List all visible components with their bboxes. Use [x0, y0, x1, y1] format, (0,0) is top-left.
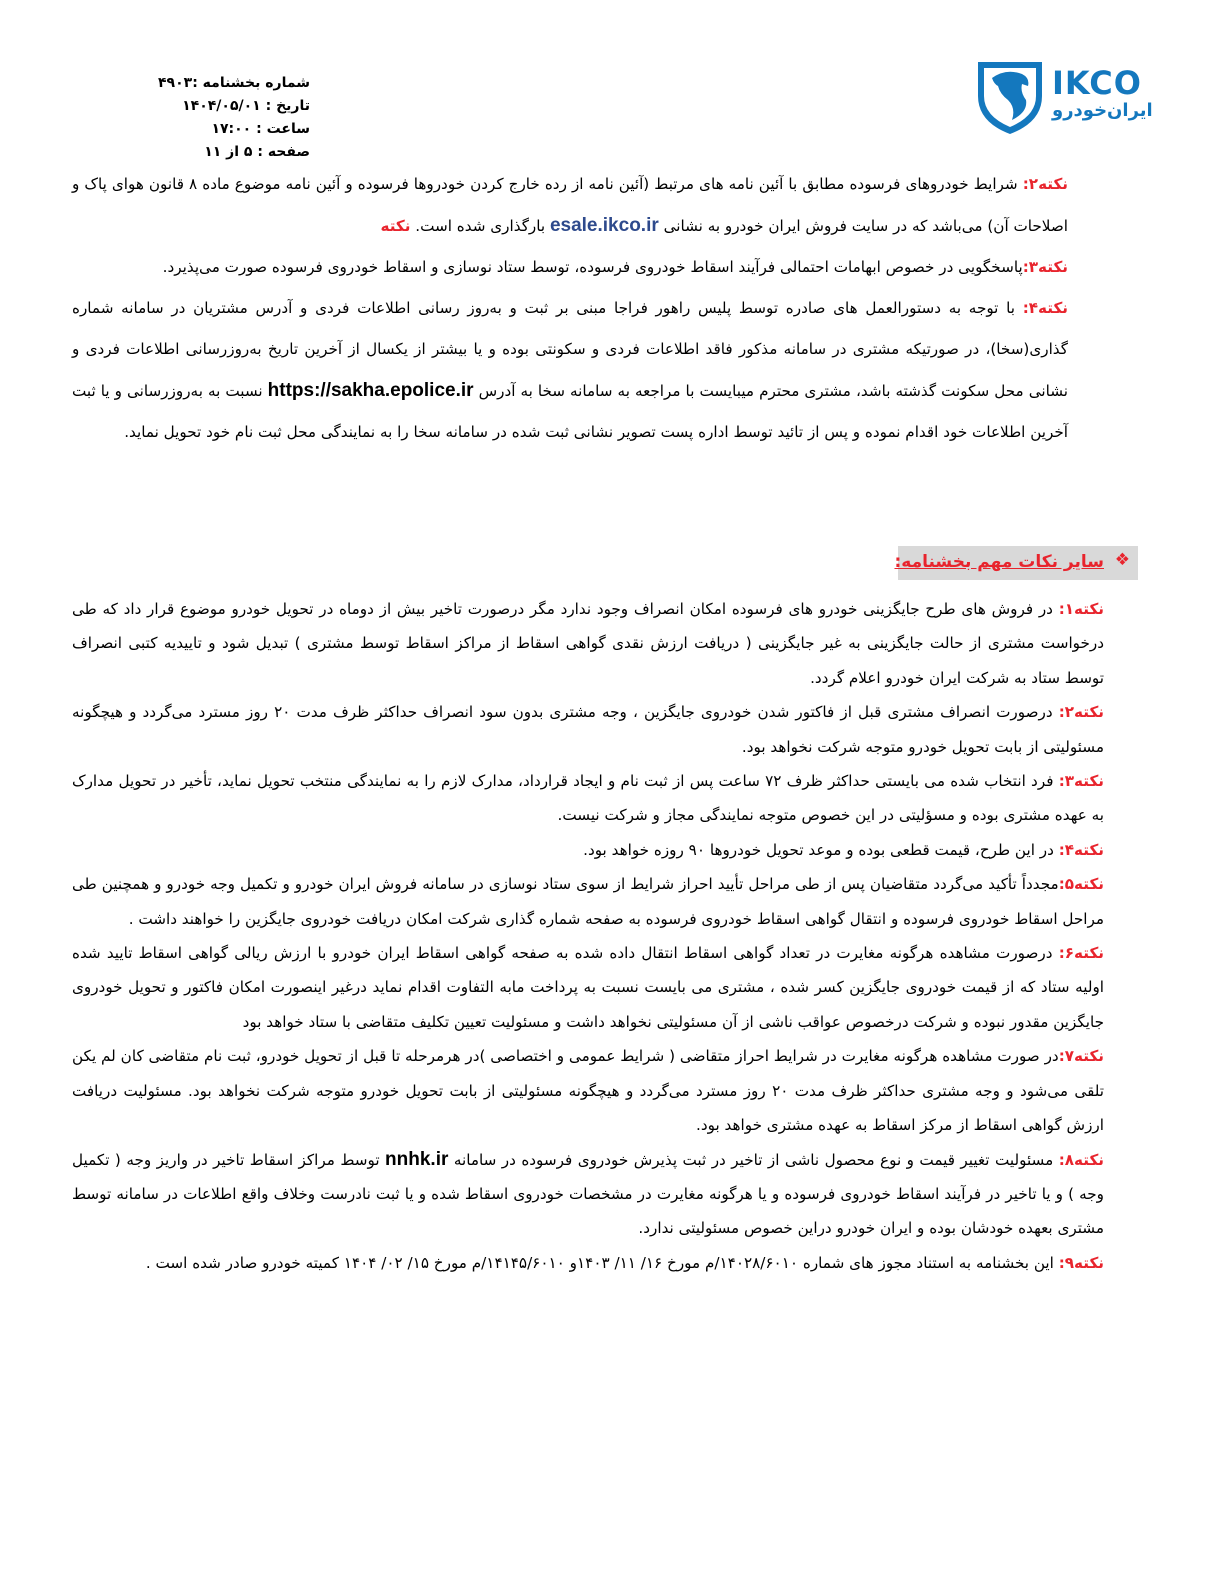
note-text: درصورت انصراف مشتری قبل از فاکتور شدن خودروی جایگزین ، وجه مشتری بدون سود انصراف حداکثر ظرف مدت ۲۰ روز مسترد می‌گردد و هیچگونه مسئولیتی از بابت تحویل خودرو متوجه شرکت نخواهد بود. — [72, 703, 1104, 756]
section-heading-text: سایر نکات مهم بخشنامه: — [894, 552, 1104, 572]
esale-link[interactable]: esale.ikco.ir — [549, 215, 659, 236]
page-number: صفحه : ۵ از ۱۱ — [204, 144, 310, 160]
note-bottom-8 — [72, 1143, 1104, 1246]
note-label: نکته۴: — [1022, 299, 1068, 317]
note-text: پاسخگویی در خصوص ابهامات احتمالی فرآیند اسقاط خودروی فرسوده، توسط ستاد نوسازی و اسقاط خودروی فرسوده صورت می‌پذیرد. — [162, 258, 1023, 276]
note-label: نکته۳: — [1058, 772, 1104, 791]
note-label: نکته۳: — [1022, 258, 1068, 276]
note-label: نکته۶: — [1058, 944, 1104, 963]
note-bottom-7 — [72, 1039, 1104, 1142]
bulletin-time: ساعت : ۱۷:۰۰ — [211, 121, 310, 137]
note-text: مجدداً تأکید می‌گردد متقاضیان پس از طی مراحل تأیید احراز شرایط از سوی ستاد نوسازی در سامانه فروش ایران خودرو و تکمیل وجه خودرو و همچنین طی مراحل اسقاط خودروی فرسوده و انتقال گواهی اسقاط خودروی فرسوده به صفحه شماره گذاری شرکت امکان دریافت خودروی جایگزین را خواهند داشت . — [72, 875, 1104, 928]
note-text: این بخشنامه به استناد مجوز های شماره ۱۴۰۲۸/۶۰۱۰/م مورخ ۱۶/ ۱۱/ ۱۴۰۳و ۱۴۱۴۵/۶۰۱۰/م مورخ ۱۵/ ۰۲/ ۱۴۰۴ کمیته خودرو صادر شده است . — [145, 1253, 1059, 1272]
note-bottom-1 — [72, 592, 1104, 695]
note-text: درصورت مشاهده هرگونه مغایرت در تعداد گواهی اسقاط انتقال داده شده به صفحه گواهی اسقاط ایران خودرو با ارزش ریالی گواهی اسقاط تایید شده اولیه ستاد که از قیمت خودروی جایگزین کسر شده ، مشتری می بایست نسبت به پرداخت مابه التفاوت اقدام نماید درغیر اینصورت امکان فاکتور و تحویل خودروی جایگزین مقدور نبوده و شرکت درخصوص عواقب ناشی از آن مسئولیتی نخواهد داشت و مسئولیت تعیین تکلیف متقاضی با ستاد خواهد بود — [72, 944, 1104, 1031]
bulletin-date: تاریخ : ۱۴۰۴/۰۵/۰۱ — [182, 98, 310, 114]
nnhk-link[interactable]: nnhk.ir — [385, 1148, 449, 1170]
note-text: شرایط خودروهای فرسوده مطابق با آئین نامه های مرتبط (آئین نامه از رده خارج کردن خودروها فرسوده و آئین نامه موضوع ماده ۸ قانون هوای پاک و اصلاحات آن) می‌باشد که در سایت فروش ایران خودرو به نشانی — [72, 175, 1068, 235]
notes-top — [72, 164, 1068, 453]
ikco-logo — [972, 56, 1162, 136]
note-text-after: توسط مراکز اسقاط تاخیر در واریز وجه ( تکمیل وجه ) و یا تاخیر در فرآیند اسقاط خودروی فرسوده و یا هرگونه مغایرت در مشخصات خودروی اسقاط شده و یا ثبت نادرست وخلاف واقع اطلاعات در سامانه توسط مشتری بعهده خودشان بوده و ایران خودرو دراین خصوص مسئولیتی ندارد. — [72, 1150, 1104, 1238]
note-label: نکته۹: — [1058, 1253, 1104, 1272]
note-label: نکته۱: — [1058, 600, 1104, 618]
bulletin-number: شماره بخشنامه :۴۹۰۳ — [158, 75, 310, 91]
note-bottom-9 — [72, 1246, 1104, 1280]
note-bottom-6 — [72, 936, 1104, 1039]
note-text-after: نسبت به به‌روزرسانی و یا ثبت آخرین اطلاعات خود اقدام نموده و پس از تائید توسط اداره پست تصویر نشانی ثبت شده در سامانه سخا را به نمایندگی محل ثبت نام خود تحویل نماید. — [72, 382, 1068, 441]
note-trailing-label: نکته — [380, 217, 411, 235]
note-label: نکته۷: — [1058, 1047, 1104, 1066]
note-label: نکته۲: — [1022, 175, 1069, 193]
note-bottom-4 — [72, 833, 1104, 867]
note-text: با توجه به دستورالعمل های صادره توسط پلیس راهور فراجا مبنی بر ثبت و به‌روز رسانی اطلاعات فردی و آدرس مشتریان در سامانه شماره گذاری(سخا)، در صورتیکه مشتری در سامانه مذکور فاقد اطلاعات فردی و سکونتی بوده و یا بیشتر از یکسال از آخرین تاریخ به‌روزرسانی اطلاعات فردی و نشانی محل سکونت گذشته باشد، مشتری محترم میبایست با مراجعه به سامانه سخا به آدرس — [72, 299, 1068, 400]
note-text: در صورت مشاهده هرگونه مغایرت در شرایط احراز متقاضی ( شرایط عمومی و اختصاصی )در هرمرحله تا قبل از تحویل خودرو، ثبت نام متقاضی کان لم یکن تلقی می‌شود و وجه مشتری حداکثر ظرف مدت ۲۰ روز مسترد می‌گردد و هیچگونه مسئولیتی از بابت تحویل خودرو متوجه شرکت نخواهد بود. مسئولیت دریافت ارزش گواهی اسقاط از مرکز اسقاط به عهده مشتری خواهد بود. — [72, 1047, 1105, 1135]
logo-brand: IKCO — [1052, 64, 1142, 102]
note-text: فرد انتخاب شده می بایستی حداکثر ظرف ۷۲ ساعت پس از ثبت نام و ایجاد قرارداد، مدارک لازم را به نمایندگی منتخب تحویل نماید، تأخیر در تحویل مدارک به عهده مشتری بوده و مسؤلیتی در این خصوص متوجه نمایندگی مجاز و شرکت نیست. — [72, 772, 1104, 825]
note-text: در فروش های طرح جایگزینی خودرو های فرسوده امکان انصراف وجود ندارد مگر درصورت تاخیر بیش از دوماه در تحویل خودرو موضوع قرار داد که طی درخواست مشتری از حالت جایگزینی به غیر جایگزینی ( دریافت ارزش نقدی گواهی اسقاط از مراکز اسقاط توسط مشتری ) تبدیل شود و تاییدیه کتبی انصراف توسط ستاد به شرکت ایران خودرو اعلام گردد. — [72, 600, 1104, 687]
note-top-3 — [72, 247, 1068, 288]
diamond-bullet-icon: ❖ — [1114, 550, 1130, 570]
note-label: نکته۸: — [1058, 1150, 1104, 1169]
note-top-4 — [72, 288, 1068, 453]
note-label: نکته۲: — [1058, 703, 1104, 722]
horse-emblem-icon — [972, 56, 1048, 136]
notes-bottom — [72, 592, 1104, 1280]
note-text: مسئولیت تغییر قیمت و نوع محصول ناشی از تاخیر در ثبت پذیرش خودروی فرسوده در سامانه — [448, 1150, 1059, 1169]
note-bottom-3 — [72, 764, 1104, 833]
bulletin-meta — [90, 72, 310, 164]
note-text-after: بارگذاری شده است. — [410, 217, 550, 235]
note-label: نکته۴: — [1058, 840, 1104, 859]
section-heading — [894, 546, 1138, 580]
note-text: در این طرح، قیمت قطعی بوده و موعد تحویل خودروها ۹۰ روزه خواهد بود. — [583, 840, 1059, 859]
note-top-2 — [72, 164, 1068, 247]
sakha-link[interactable]: https://sakha.epolice.ir — [267, 380, 474, 401]
logo-subtitle: ایران‌خودرو — [1052, 100, 1153, 121]
note-bottom-5 — [72, 867, 1104, 936]
note-label: نکته۵: — [1058, 875, 1104, 894]
note-bottom-2 — [72, 695, 1104, 764]
